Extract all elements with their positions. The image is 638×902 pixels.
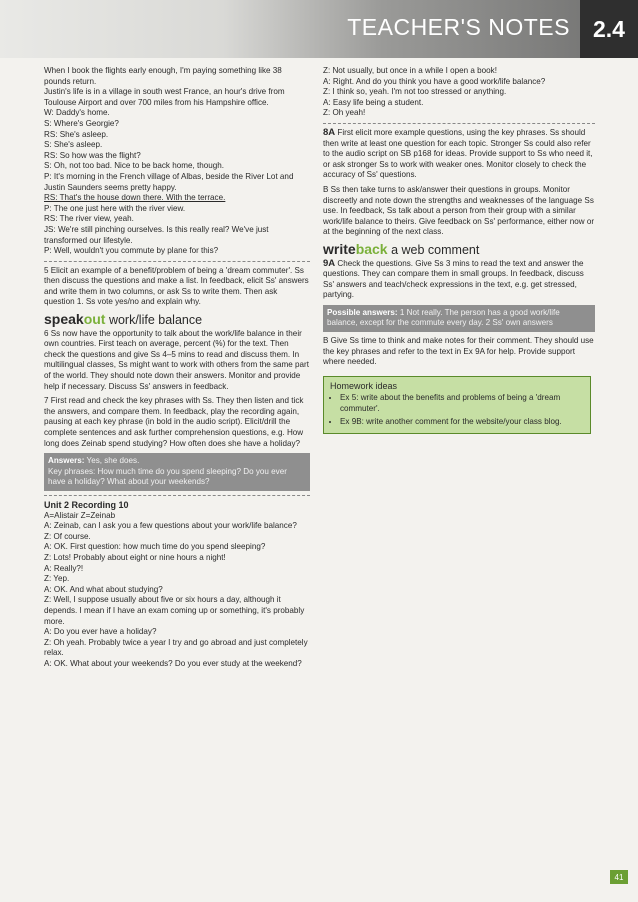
right-column: [323, 66, 595, 434]
exercise-9b-text: B Give Ss time to think and make notes for their comment. They should use the key phrases and refer to the text in Ex 9A for help. Provide support where needed.: [323, 336, 594, 367]
dialogue-line: P: The one just here with the river view.: [44, 203, 186, 213]
answers-text-2: Key phrases: How much time do you spend sleeping? Do you ever have a holiday? What about your weekends?: [48, 466, 287, 487]
homework-list: [330, 393, 584, 427]
writeback-heading-b: back: [355, 240, 388, 257]
speakout-heading-a: speak: [44, 311, 84, 328]
exercise-9a-number: 9A: [323, 257, 336, 269]
dialogue-line: RS: The river view, yeah.: [44, 214, 134, 224]
recording-line: A: Zeinab, can I ask you a few questions about your work/life balance?: [44, 521, 297, 531]
dialogue-line: Z: Not usually, but once in a while I open a book!: [323, 66, 497, 75]
exercise-7-text: 7 First read and check the key phrases with Ss. They then listen and tick the answers, and compare them. In feedback, play the recording again, pausing at each key phrase (in bold in the audio script). Elicit/drill the complete sentences and ask further comprehension questions, e.g. How long does Zeinab spend studying? How often does she have a holiday?: [44, 396, 304, 448]
possible-answers-text: 1 Not really. The person has a good work/life balance, except for the commute every day. 2 Ss' own answers: [327, 307, 560, 328]
writeback-heading-rest: a web comment: [387, 242, 480, 257]
exercise-8a-number: 8A: [323, 126, 336, 138]
recording-line: Z: Oh yeah. Probably twice a year I try and go abroad and just completely relax.: [44, 637, 308, 658]
possible-answers-box: [323, 305, 595, 332]
divider: [323, 123, 595, 124]
dialogue-line: JS: We're still pinching ourselves. Is this really real? We've just transformed our lifestyle.: [44, 224, 269, 245]
exercise-8a-text: [323, 128, 595, 181]
dialogue-line: P: It's morning in the French village of Albas, beside the River Lot and Justin Saunders seems pretty happy.: [44, 171, 294, 192]
speakout-heading: [44, 311, 310, 328]
recording-title: Unit 2 Recording 10: [44, 499, 129, 510]
recording-line: Z: Of course.: [44, 531, 91, 541]
dialogue-line: When I book the flights early enough, I'm paying something like 38 pounds return.: [44, 66, 282, 86]
recording-line: A: OK. What about your weekends? Do you ever study at the weekend?: [44, 658, 302, 668]
divider: [44, 495, 310, 496]
header-number: 2.4: [580, 0, 638, 58]
answers-label: Answers:: [48, 456, 85, 466]
homework-item: • Ex 5: write about the benefits and problems of being a 'dream commuter'.: [340, 393, 584, 414]
dialogue-line: S: Where's Georgie?: [44, 118, 119, 128]
exercise-5-text: 5 Elicit an example of a benefit/problem of being a 'dream commuter'. Ss then discuss the questions and make a list. In feedback, elicit Ss' answers and write them in two columns, or ask Ss to write them. Then ask question 1. Ss vote yes/no and explain why.: [44, 265, 309, 307]
homework-title: Homework ideas: [330, 380, 398, 391]
recording-line: A: OK. And what about studying?: [44, 584, 163, 594]
dialogue-line: RS: She's asleep.: [44, 129, 109, 139]
exercise-8a-body: First elicit more example questions, using the key phrases. Ss should then write at least one question for each topic. Stronger Ss could also refer to the audio script on SB p168 for ideas. Provide support to Ss who need it, or ask stronger Ss to work with weaker ones. Monitor closely to check the accuracy of Ss' questions.: [323, 127, 593, 180]
dialogue-line: Z: I think so, yeah. I'm not too stressed or anything.: [323, 87, 507, 97]
exercise-6-text: 6 Ss now have the opportunity to talk about the work/life balance in their own countries. First teach on average, percent (%) for the text. Then check the questions and give Ss 4–5 mins to read and discuss them. In multilingual classes, Ss might want to work with others from the same part of the world. They should note down their answers. Monitor and provide help if necessary. Discuss Ss' answers in feedback.: [44, 328, 309, 391]
left-column: [44, 66, 310, 669]
recording-line: A: OK. First question: how much time do you spend sleeping?: [44, 542, 266, 552]
answers-box: [44, 453, 310, 491]
recording-cast: A=Alistair Z=Zeinab: [44, 510, 116, 520]
dialogue-line: P: Well, wouldn't you commute by plane for this?: [44, 246, 219, 256]
page-header: [0, 0, 638, 58]
speakout-heading-rest: work/life balance: [105, 313, 203, 328]
writeback-heading-a: write: [323, 240, 356, 257]
recording-line: A: Do you ever have a holiday?: [44, 627, 157, 637]
exercise-9a-body: Check the questions. Give Ss 3 mins to read the text and answer the questions. They can compare them in small groups. In feedback, discuss Ss' answers and teach/check expressions in the text, e.g. get stressed, partying.: [323, 258, 584, 300]
dialogue-line: Justin's life is in a village in south west France, an hour's drive from Toulouse Airport and over 700 miles from his Hampshire office.: [44, 87, 285, 107]
dialogue-line: A: Right. And do you think you have a good work/life balance?: [323, 76, 546, 86]
header-title: TEACHER'S NOTES: [347, 14, 570, 40]
page-number: 41: [610, 870, 628, 884]
dialogue-line: RS: So how was the flight?: [44, 150, 141, 160]
writeback-heading: [323, 240, 595, 257]
homework-box: [323, 376, 591, 434]
recording-line: Z: Yep.: [44, 574, 70, 584]
dialogue-line: RS: That's the house down there. With the terrace.: [44, 193, 226, 203]
possible-answers-label: Possible answers:: [327, 307, 398, 317]
answers-text: Yes, she does.: [84, 456, 140, 466]
recording-line: Z: Lots! Probably about eight or nine hours a night!: [44, 552, 226, 562]
speakout-heading-b: out: [83, 311, 106, 328]
dialogue-line: S: Oh, not too bad. Nice to be back home, though.: [44, 161, 224, 171]
recording-line: Z: Well, I suppose usually about five or six hours a day, although it depends. I mean if I have an exam coming up or something, it's probably more.: [44, 595, 305, 626]
dialogue-line: S: She's asleep.: [44, 140, 103, 150]
exercise-9a-text: [323, 259, 595, 301]
divider: [44, 261, 310, 262]
dialogue-line: W: Daddy's home.: [44, 108, 110, 118]
exercise-8b-text: B Ss then take turns to ask/answer their questions in groups. Monitor discreetly and note down the strengths and weaknesses of the language Ss use. In feedback, Ss talk about a person from their group with a similar work/life balance to theirs. Give feedback on Ss' performance, either now or at the beginning of the next class.: [323, 184, 595, 237]
dialogue-line: Z: Oh yeah!: [323, 108, 366, 118]
homework-item: • Ex 9B: write another comment for the website/your class blog.: [340, 417, 584, 428]
dialogue-line: A: Easy life being a student.: [323, 97, 424, 107]
recording-line: A: Really?!: [44, 563, 84, 573]
